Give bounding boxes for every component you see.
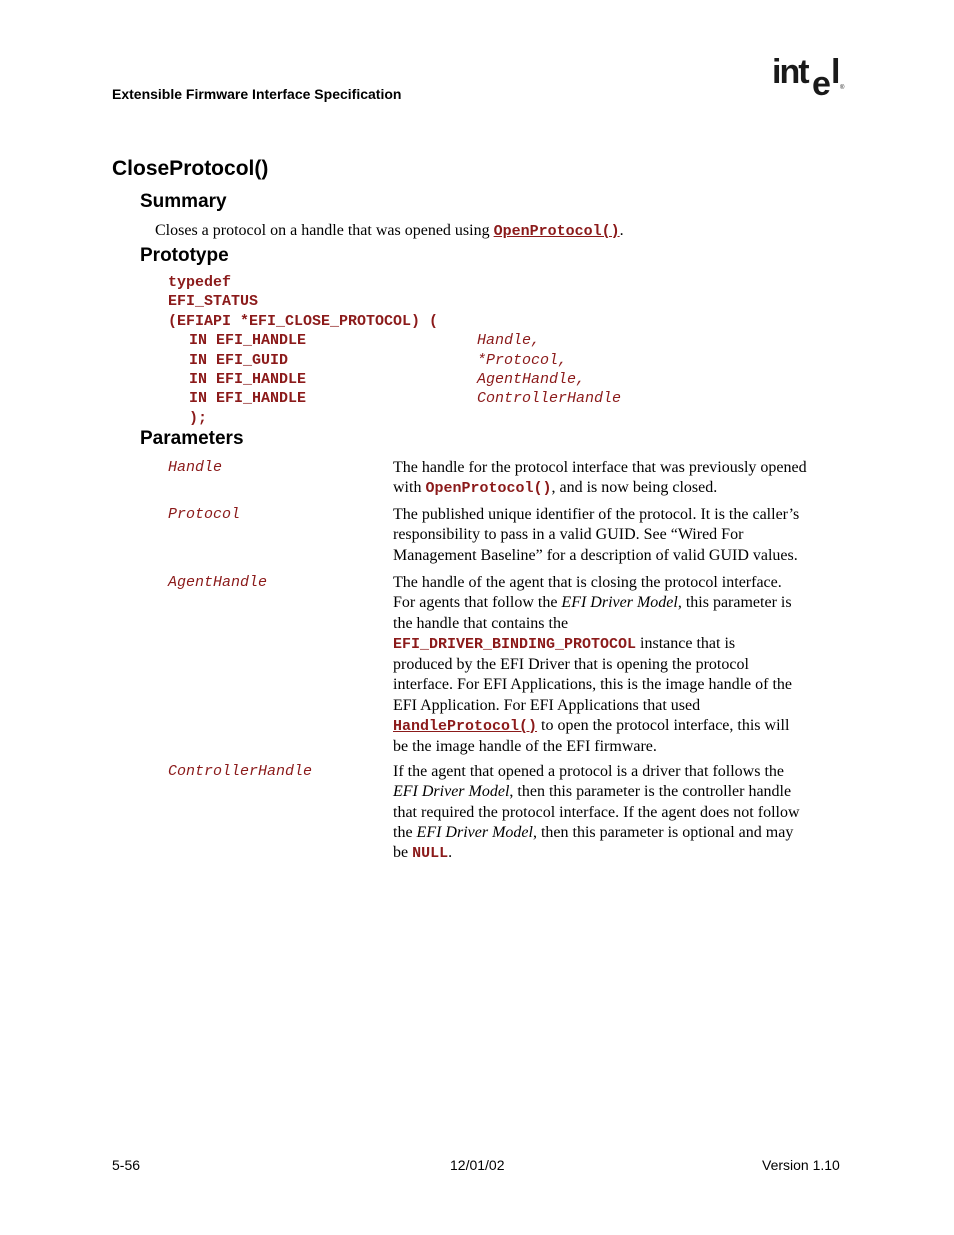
null-code: NULL (412, 845, 449, 863)
footer-page-number: 5-56 (112, 1157, 141, 1173)
text-span: with (393, 479, 426, 497)
prototype-close: ); (189, 410, 208, 427)
svg-text:e: e (812, 65, 831, 103)
param-desc-line: produced by the EFI Driver that is opening the protocol (393, 656, 749, 674)
param-desc-line (393, 716, 843, 737)
summary-heading: Summary (140, 191, 227, 212)
driver-binding-code: EFI_DRIVER_BINDING_PROTOCOL (393, 635, 637, 653)
param-name-agenthandle: AgentHandle (168, 574, 268, 591)
param-desc-line (393, 823, 843, 843)
svg-text:int: int (772, 55, 808, 91)
param-name-protocol: Protocol (168, 506, 241, 523)
param-desc-line (393, 634, 843, 655)
intel-logo (770, 55, 846, 103)
footer-date: 12/01/02 (450, 1157, 505, 1173)
prototype-return-type: EFI_STATUS (168, 293, 259, 310)
param-desc-line: be the image handle of the EFI firmware. (393, 738, 657, 756)
document-header-title: Extensible Firmware Interface Specification (112, 86, 402, 102)
prototype-arg-name: Handle, (477, 332, 541, 349)
svg-text:®: ® (840, 85, 845, 91)
param-name-handle: Handle (168, 459, 223, 476)
summary-text-before: Closes a protocol on a handle that was opened using (155, 222, 494, 239)
param-desc-line (393, 593, 843, 613)
param-desc-line: If the agent that opened a protocol is a driver that follows the (393, 763, 784, 780)
param-desc-line (393, 843, 843, 864)
param-desc-handle (393, 458, 843, 500)
prototype-heading: Prototype (140, 245, 229, 266)
text-span: instance that is (636, 634, 736, 652)
prototype-arg-name: AgentHandle, (477, 371, 586, 388)
param-desc-line: the handle that contains the (393, 614, 569, 632)
param-desc-controllerhandle (393, 762, 843, 864)
prototype-arg-type: IN EFI_HANDLE (189, 390, 307, 407)
openprotocol-code: OpenProtocol() (425, 480, 552, 498)
param-desc-line: interface. For EFI Applications, this is the image handle of the (393, 676, 793, 694)
parameters-heading: Parameters (140, 428, 244, 449)
prototype-arg-type: IN EFI_HANDLE (189, 332, 307, 349)
italic-term: EFI Driver Model (393, 783, 510, 801)
text-span: , then this parameter is the controller handle (509, 783, 792, 801)
param-desc-line: EFI Application. For EFI Applications that used (393, 696, 701, 714)
text-span: , then this parameter is optional and may (532, 823, 794, 841)
prototype-typedef: typedef (168, 274, 232, 291)
prototype-arg-name: *Protocol, (477, 352, 568, 369)
handleprotocol-link[interactable]: HandleProtocol() (393, 718, 538, 736)
param-desc-line: The handle for the protocol interface that was previously opened (393, 459, 807, 476)
param-desc-line (393, 478, 843, 499)
prototype-arg-name: ControllerHandle (477, 390, 622, 407)
function-title: CloseProtocol() (112, 157, 269, 180)
text-span: , this parameter is (677, 594, 792, 612)
summary-text-after: . (619, 222, 624, 239)
param-desc-line: The published unique identifier of the protocol. It is the caller’s (393, 506, 800, 523)
param-desc-line: responsibility to pass in a valid GUID. See “Wired For (393, 526, 744, 544)
footer-version: Version 1.10 (762, 1157, 840, 1173)
italic-term: EFI Driver Model (416, 823, 533, 841)
param-desc-agenthandle (393, 573, 843, 758)
param-desc-line: that required the protocol interface. If the agent does not follow (393, 803, 800, 821)
prototype-arg-type: IN EFI_HANDLE (189, 371, 307, 388)
openprotocol-link[interactable]: OpenProtocol() (493, 223, 620, 240)
text-span: , and is now being closed. (551, 479, 718, 497)
param-desc-line: The handle of the agent that is closing the protocol interface. (393, 574, 782, 591)
prototype-arg-type: IN EFI_GUID (189, 352, 289, 369)
text-span: . (448, 844, 453, 862)
text-span: For agents that follow the (393, 594, 562, 612)
param-name-controllerhandle: ControllerHandle (168, 763, 313, 780)
text-span: be (393, 844, 413, 862)
param-desc-line: Management Baseline” for a description of valid GUID values. (393, 546, 798, 564)
summary-text (155, 222, 624, 240)
param-desc-line (393, 782, 843, 802)
text-span: the (393, 823, 417, 841)
svg-text:l: l (831, 55, 841, 91)
italic-term: EFI Driver Model (561, 594, 678, 612)
param-desc-protocol (393, 505, 843, 566)
prototype-signature: (EFIAPI *EFI_CLOSE_PROTOCOL) ( (168, 313, 439, 330)
text-span: to open the protocol interface, this will (537, 717, 790, 735)
